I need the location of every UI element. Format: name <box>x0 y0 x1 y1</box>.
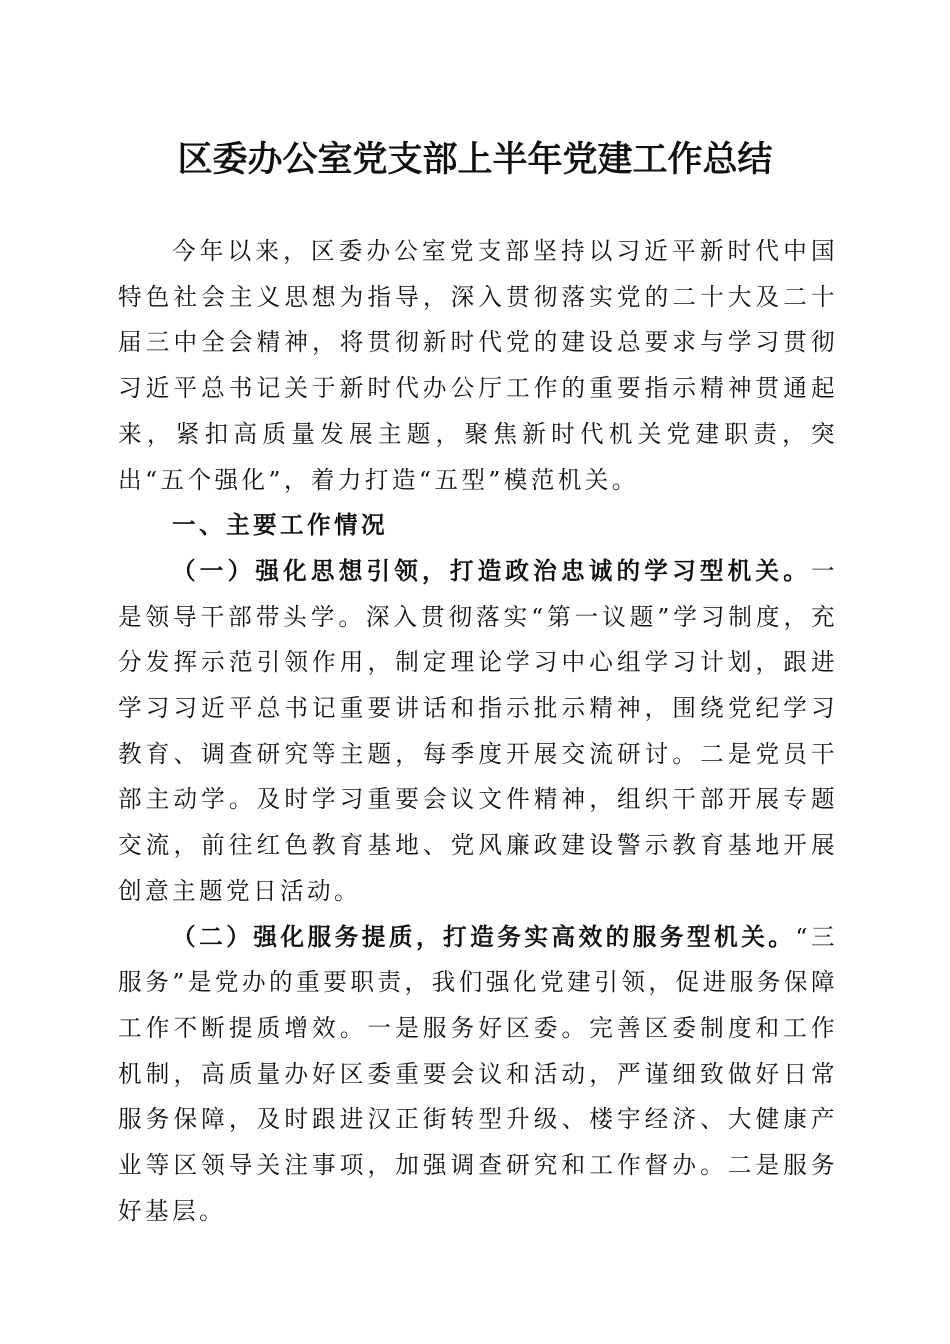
item-1-paragraph <box>118 549 838 915</box>
section-heading-main-work: 一、主要工作情况 <box>172 511 388 540</box>
document-title: 区委办公室党支部上半年党建工作总结 <box>177 139 773 180</box>
item-2-heading: （二）强化服务提质，打造务实高效的服务型机关。 <box>172 922 796 951</box>
intro-paragraph: 今年以来，区委办公室党支部坚持以习近平新时代中国特色社会主义思想为指导，深入贯彻落实党的二十大及二十届三中全会精神，将贯彻新时代党的建设总要求与学习贯彻习近平总书记关于新时代办公厅工作的重要指示精神贯通起来，紧扣高质量发展主题，聚焦新时代机关党建职责，突出“五个强化”，着力打造“五型”模范机关。 <box>118 237 838 494</box>
item-1-body: 一是领导干部带头学。深入贯彻落实“第一议题”学习制度，充分发挥示范引领作用，制定理论学习中心组学习计划，跟进学习习近平总书记重要讲话和指示批示精神，围绕党纪学习教育、调查研究等主题，每季度开展交流研讨。二是党员干部主动学。及时学习重要会议文件精神，组织干部开展专题交流，前往红色教育基地、党风廉政建设警示教育基地开展创意主题党日活动。 <box>118 556 838 905</box>
item-2-body: “三服务”是党办的重要职责，我们强化党建引领，促进服务保障工作不断提质增效。一是服务好区委。完善区委制度和工作机制，高质量办好区委重要会议和活动，严谨细致做好日常服务保障，及时跟进汉正街转型升级、楼宇经济、大健康产业等区领导关注事项，加强调查研究和工作督办。二是服务好基层。 <box>118 922 838 1225</box>
item-1-heading: （一）强化思想引领，打造政治忠诚的学习型机关。 <box>172 556 811 585</box>
item-2-paragraph <box>118 915 838 1235</box>
document-body <box>118 229 838 1234</box>
